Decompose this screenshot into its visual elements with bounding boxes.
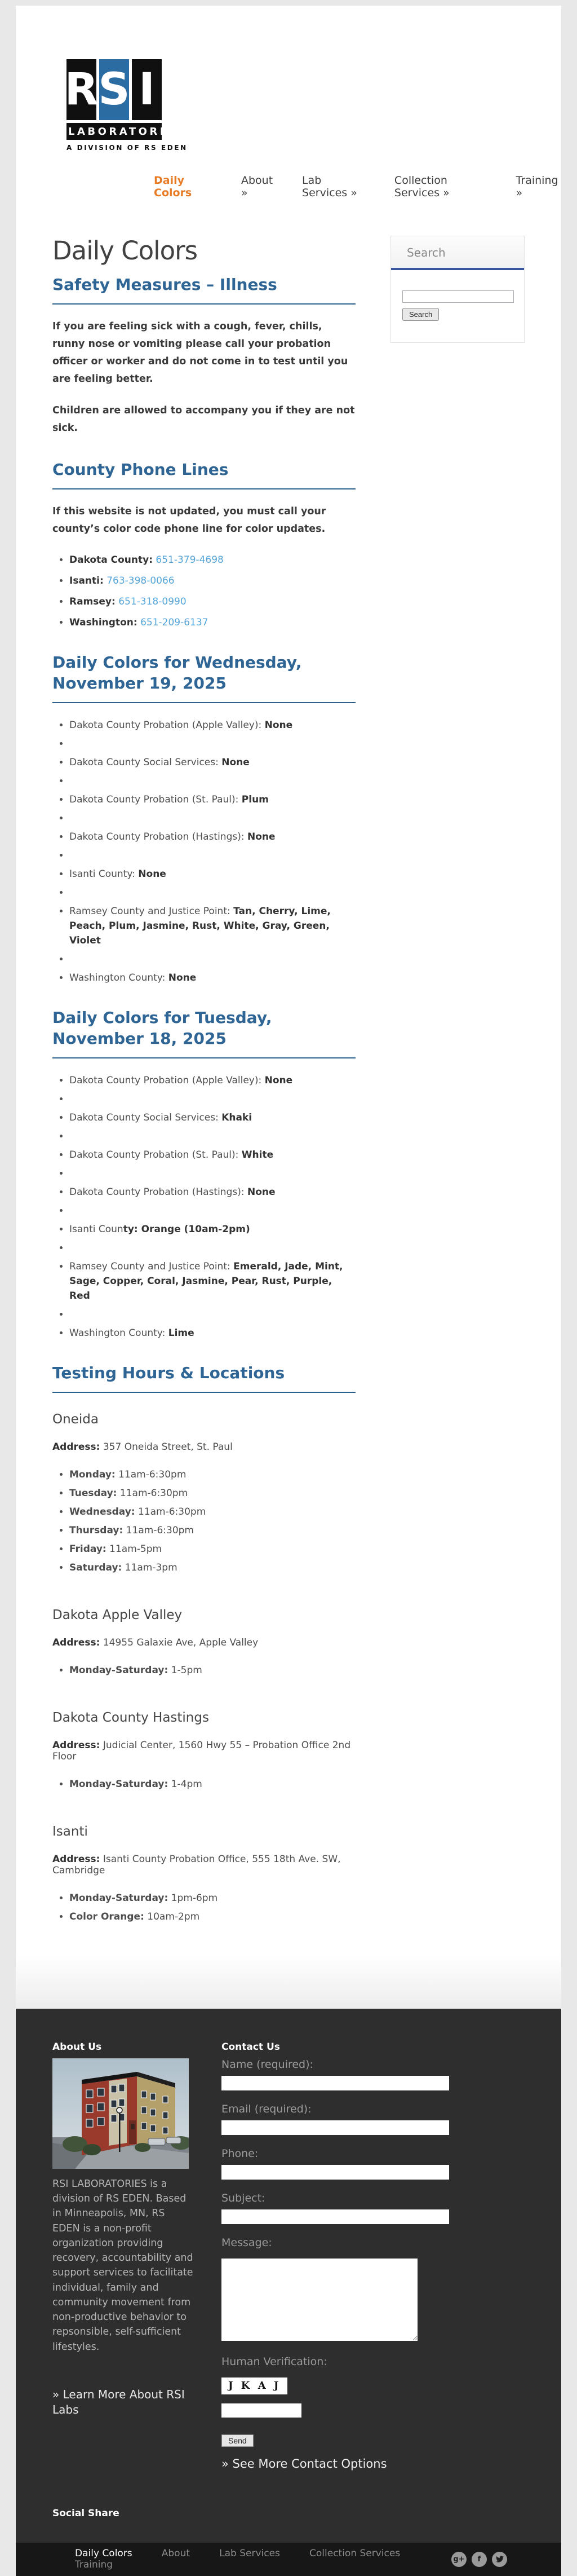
daily-color-item (69, 1259, 356, 1303)
hours-value: 11am-5pm (109, 1543, 162, 1555)
phone-line-item (69, 594, 356, 609)
logo-word: LABORATORIES (66, 123, 162, 140)
footer-columns (16, 2041, 561, 2471)
search-widget-body (391, 270, 524, 342)
location-address (52, 1441, 356, 1453)
safety-paragraph-2: Children are allowed to accompany you if they are not sick. (52, 404, 355, 434)
color-site-label: Dakota County Probation (St. Paul): (69, 793, 242, 805)
send-button[interactable]: Send (221, 2434, 254, 2447)
location-hours-list (52, 1467, 356, 1575)
hours-day-label: Tuesday: (69, 1487, 117, 1499)
daily-color-item (69, 811, 356, 826)
daily-color-item (69, 867, 356, 881)
daily-color-item (69, 1241, 356, 1255)
hours-value: 10am-2pm (147, 1911, 200, 1922)
color-value: None (138, 868, 166, 880)
color-site-label: Washington County: (69, 972, 168, 983)
page-card (16, 6, 561, 2576)
nav-item[interactable]: Lab Services » (302, 174, 357, 199)
nav-item[interactable]: About » (241, 174, 273, 199)
location-name-isanti: Isanti (52, 1824, 88, 1839)
location-hours-list (52, 1777, 356, 1792)
daily-color-item (69, 792, 356, 807)
phone-link[interactable]: 651-209-6137 (140, 617, 208, 629)
county-label: Isanti: (69, 575, 104, 587)
location-name-dakota-apple-valley: Dakota Apple Valley (52, 1607, 183, 1622)
address-value: Judicial Center, 1560 Hwy 55 – Probation Office 2nd Floor (52, 1739, 351, 1762)
hours-day-label: Monday-Saturday: (69, 1892, 168, 1904)
phone-link[interactable]: 651-379-4698 (156, 554, 224, 566)
more-contact-options-link[interactable]: » See More Contact Options (221, 2456, 387, 2471)
contact-us-heading: Contact Us (221, 2041, 280, 2053)
color-site-label: Dakota County Probation (Apple Valley): (69, 719, 265, 731)
twitter-bird-icon (496, 2555, 504, 2563)
color-value: Tan, Cherry, Lime, Peach, Plum, Jasmine, Rust, White, Gray, Green, Violet (69, 905, 331, 946)
location-name-oneida: Oneida (52, 1411, 99, 1427)
bottom-nav-item[interactable]: About (161, 2548, 190, 2560)
daily-color-item (69, 1326, 356, 1340)
building-photo (52, 2058, 189, 2169)
color-value: Khaki (221, 1111, 252, 1123)
captcha-image: J K A J (221, 2377, 287, 2394)
hours-day-label: Monday-Saturday: (69, 1664, 168, 1676)
footer-contact-column (221, 2041, 454, 2471)
message-textarea[interactable] (221, 2259, 418, 2341)
safety-paragraph-1: If you are feeling sick with a cough, fever, chills, runny nose or vomiting please call your probation officer or worker and do not come in to test until you are feeling better. (52, 320, 348, 385)
daily-color-item (69, 971, 356, 985)
page-title: Daily Colors (52, 236, 198, 266)
email-label: Email (required): (221, 2102, 312, 2115)
color-value: None (168, 972, 197, 983)
hours-day-label: Wednesday: (69, 1506, 135, 1518)
phone-link[interactable]: 651-318-0990 (118, 596, 187, 608)
address-value: Isanti County Probation Office, 555 18th Ave. SW, Cambridge (52, 1853, 341, 1876)
location-address (52, 1854, 356, 1876)
name-input[interactable] (221, 2076, 449, 2090)
hours-day-label: Saturday: (69, 1562, 122, 1573)
bottom-nav-item[interactable]: Lab Services (219, 2548, 280, 2560)
hours-item (69, 1560, 356, 1575)
phone-lines-list (52, 553, 356, 630)
hours-value: 1-5pm (171, 1664, 202, 1676)
county-label: Ramsey: (69, 596, 116, 608)
bottom-nav-item[interactable]: Daily Colors (75, 2548, 132, 2560)
hours-value: 1pm-6pm (171, 1892, 218, 1904)
daily-color-item (69, 774, 356, 788)
daily-color-item (69, 1073, 356, 1088)
rsi-logo[interactable] (64, 59, 188, 152)
location-hours-list (52, 1663, 356, 1678)
daily-color-item (69, 885, 356, 900)
phone-label: Phone: (221, 2147, 259, 2160)
daily-color-item (69, 1166, 356, 1181)
site-header (16, 6, 561, 230)
logo-letters (66, 59, 167, 120)
address-label: Address: (52, 1637, 100, 1648)
bottom-nav (75, 2548, 451, 2570)
hours-item (69, 1523, 356, 1538)
hours-day-label: Thursday: (69, 1524, 123, 1536)
email-input[interactable] (221, 2120, 449, 2135)
hours-day-label: Color Orange: (69, 1911, 144, 1922)
location-name-dakota-county-hastings: Dakota County Hastings (52, 1710, 209, 1725)
hours-item (69, 1891, 356, 1905)
color-value: None (247, 831, 276, 843)
logo-letter-s: S (99, 59, 129, 120)
color-site-label: Dakota County Social Services: (69, 1111, 222, 1123)
hours-value: 1-4pm (171, 1778, 202, 1790)
hours-day-label: Monday: (69, 1468, 116, 1480)
phone-line-item (69, 615, 356, 630)
hours-item (69, 1505, 356, 1519)
wednesday-colors-list (52, 718, 356, 985)
color-site-label: Isanti County: (69, 868, 139, 880)
social-share-heading: Social Share (52, 2507, 119, 2519)
address-label: Address: (52, 1739, 100, 1751)
color-value: White (241, 1149, 274, 1161)
hours-value: 11am-6:30pm (118, 1468, 187, 1480)
subject-label: Subject: (221, 2191, 265, 2204)
search-widget (390, 236, 525, 343)
name-label: Name (required): (221, 2058, 313, 2071)
color-site-label: Washington County: (69, 1327, 168, 1339)
sidebar (390, 236, 525, 1941)
twitter-icon[interactable] (492, 2552, 507, 2567)
bottom-nav-item[interactable]: Training (75, 2559, 113, 2571)
daily-color-item (69, 755, 356, 770)
daily-color-item (69, 1222, 356, 1237)
daily-color-item (69, 1203, 356, 1218)
bottom-bar (16, 2543, 561, 2576)
color-site-label: Isanti Coun (69, 1223, 123, 1235)
bottom-nav-item[interactable]: Collection Services (309, 2548, 401, 2560)
daily-color-item (69, 952, 356, 967)
hours-item (69, 1909, 356, 1924)
hours-item (69, 1663, 356, 1678)
county-label: Dakota County: (69, 554, 153, 566)
main-nav (154, 174, 561, 199)
hours-day-label: Friday: (69, 1543, 106, 1555)
phone-input[interactable] (221, 2165, 449, 2180)
hours-day-label: Monday-Saturday: (69, 1778, 168, 1790)
learn-more-link[interactable]: » Learn More About RSI Labs (52, 2387, 185, 2416)
phone-link[interactable]: 763-398-0066 (106, 575, 175, 587)
logo-letter-r: R (66, 59, 96, 120)
main-content (52, 236, 356, 1941)
color-site-label: Dakota County Probation (Hastings): (69, 831, 247, 843)
color-value: ty: Orange (10am-2pm) (123, 1223, 250, 1235)
nav-item[interactable]: Daily Colors (154, 174, 192, 199)
subject-input[interactable] (221, 2209, 449, 2224)
daily-color-item (69, 1092, 356, 1106)
footer-about-column (52, 2041, 193, 2471)
hours-value: 11am-6:30pm (126, 1524, 194, 1536)
hours-value: 11am-6:30pm (138, 1506, 206, 1518)
facebook-icon[interactable]: f (472, 2552, 487, 2567)
color-value: None (221, 756, 250, 768)
daily-color-item (69, 1110, 356, 1125)
search-input[interactable] (402, 290, 514, 303)
daily-color-item (69, 904, 356, 948)
address-label: Address: (52, 1853, 100, 1865)
search-widget-title: Search (391, 236, 524, 270)
human-verification-label: Human Verification: (221, 2355, 327, 2368)
daily-color-item (69, 1185, 356, 1199)
daily-color-item (69, 1129, 356, 1144)
daily-color-item (69, 1148, 356, 1162)
wednesday-heading: Daily Colors for Wednesday, November 19, 2025 (52, 652, 356, 703)
page-body (16, 230, 561, 2009)
phone-lines-intro: If this website is not updated, you must call your county’s color code phone line for color updates. (52, 505, 326, 535)
hours-item (69, 1486, 356, 1501)
location-hours-list (52, 1891, 356, 1924)
address-value: 14955 Galaxie Ave, Apple Valley (103, 1637, 259, 1648)
color-site-label: Dakota County Social Services: (69, 756, 222, 768)
daily-color-item (69, 848, 356, 863)
testing-hours-heading: Testing Hours & Locations (52, 1363, 356, 1393)
color-value: Plum (241, 793, 269, 805)
safety-heading: Safety Measures – Illness (52, 275, 356, 305)
address-label: Address: (52, 1441, 100, 1453)
google-plus-icon[interactable]: g+ (451, 2552, 467, 2567)
color-value: None (264, 719, 293, 731)
daily-color-item (69, 830, 356, 844)
nav-item[interactable]: Training » (516, 174, 558, 199)
hours-item (69, 1777, 356, 1792)
tuesday-heading: Daily Colors for Tuesday, November 18, 2025 (52, 1008, 356, 1058)
color-value: Lime (168, 1327, 194, 1339)
color-site-label: Ramsey County and Justice Point: (69, 905, 234, 917)
location-address (52, 1637, 356, 1648)
color-value: None (247, 1186, 276, 1198)
nav-item[interactable]: Collection Services » (394, 174, 450, 199)
phone-line-item (69, 574, 356, 588)
hours-value: 11am-6:30pm (119, 1487, 188, 1499)
color-site-label: Dakota County Probation (St. Paul): (69, 1149, 242, 1161)
hours-item (69, 1542, 356, 1556)
message-label: Message: (221, 2236, 272, 2249)
color-value: None (264, 1074, 293, 1086)
location-address (52, 1740, 356, 1762)
color-site-label: Ramsey County and Justice Point: (69, 1260, 234, 1272)
hours-value: 11am-3pm (125, 1562, 177, 1573)
about-us-text: RSI LABORATORIES is a division of RS EDEN. Based in Minneapolis, MN, RS EDEN is a non-profit organization providing recovery, accountability and support services to facilitate individual, family and community movement from non-productive behavior to repsonsible, self-sufficient lifestyles. (52, 2178, 193, 2353)
daily-color-item (69, 718, 356, 733)
phone-line-item (69, 553, 356, 567)
hours-item (69, 1467, 356, 1482)
phone-lines-heading: County Phone Lines (52, 460, 356, 489)
tuesday-colors-list (52, 1073, 356, 1340)
color-value: Emerald, Jade, Mint, Sage, Copper, Coral, Jasmine, Pear, Rust, Purple, Red (69, 1260, 343, 1302)
search-button[interactable]: Search (402, 308, 439, 321)
address-value: 357 Oneida Street, St. Paul (103, 1441, 233, 1453)
social-icons (451, 2552, 507, 2567)
daily-color-item (69, 1307, 356, 1322)
color-site-label: Dakota County Probation (Hastings): (69, 1186, 247, 1198)
site-footer (16, 2009, 561, 2543)
about-us-heading: About Us (52, 2041, 102, 2053)
color-site-label: Dakota County Probation (Apple Valley): (69, 1074, 265, 1086)
county-label: Washington: (69, 617, 137, 629)
logo-letter-i: I (132, 59, 162, 120)
verification-input[interactable] (221, 2403, 301, 2418)
logo-tagline: A DIVISION OF RS EDEN (66, 144, 188, 152)
daily-color-item (69, 736, 356, 751)
